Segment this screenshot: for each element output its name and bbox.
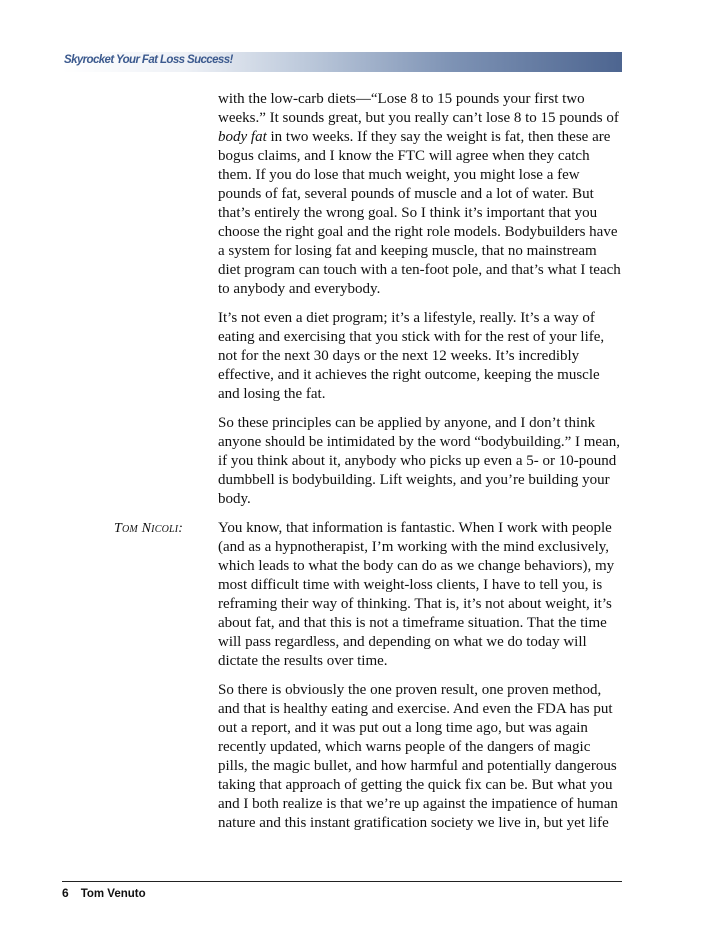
paragraph-block-4 [0,519,728,671]
emphasized-text: body fat [218,129,267,145]
paragraph: It’s not even a diet program; it’s a lifestyle, really. It’s a way of eating and exercising that you stick with for the rest of your life, not for the next 30 days or the next 12 weeks. It’s incredibly effective, and it achieves the right outcome, keeping the muscle and losing the fat. [218,310,605,402]
paragraph-block-3 [0,414,728,509]
paragraph: So there is obviously the one proven result, one proven method, and that is healthy eating and exercise. And even the FDA has put out a report, and it was put out a long time ago, but was again recently updated, which warns people of the dangers of magic pills, the magic bullet, and how harmful and potentially dangerous taking that approach of getting the quick fix can be. But what you and I both realize is that we’re up against the impatience of human nature and this instant gratification society we live in, but yet life [218,682,618,831]
footer-divider [62,881,622,882]
page-number: 6 [62,886,69,900]
footer-author: Tom Venuto [80,888,146,900]
paragraph [218,90,622,299]
speaker-label: Tom Nicoli: [114,521,184,536]
paragraph: So these principles can be applied by anyone, and I don’t think anyone should be intimidated by the word “bodybuilding.” I mean, if you think about it, anybody who picks up even a 5- or 10-pound dumbbell is bodybuilding. Lift weights, and you’re building your body. [218,415,620,507]
paragraph-block-1 [0,90,728,299]
page-footer [62,886,146,900]
paragraph-block-5 [0,681,728,833]
paragraph: You know, that information is fantastic. When I work with people (and as a hypnotherapist, I’m working with the mind exclusively, which leads to what the body can do as we change behaviors), my most difficult time with weight-loss clients, I have to tell you, is reframing their way of thinking. That is, it’s not about weight, it’s about fat, and that this is not a timeframe situation. That the time will pass regardless, and depending on what we do today will dictate the results over time. [218,520,615,669]
paragraph-text: with the low-carb diets—“Lose 8 to 15 pounds your first two weeks.” It sounds great, but you really can’t lose 8 to 15 pounds of [218,91,619,126]
page-body [0,90,728,843]
paragraph-block-2 [0,309,728,404]
running-header-title: Skyrocket Your Fat Loss Success! [64,54,233,66]
paragraph-text: in two weeks. If they say the weight is fat, then these are bogus claims, and I know the FTC will agree when they catch them. If you do lose that much weight, you might lose a few pounds of fat, several pounds of muscle and a lot of water. But that’s entirely the wrong goal. So I think it’s important that you choose the right goal and the right role models. Bodybuilders have a system for losing fat and keeping muscle, that no mainstream diet program can touch with a ten-foot pole, and that’s what I teach to anybody and everybody. [218,129,621,297]
running-header-bar [62,52,622,72]
